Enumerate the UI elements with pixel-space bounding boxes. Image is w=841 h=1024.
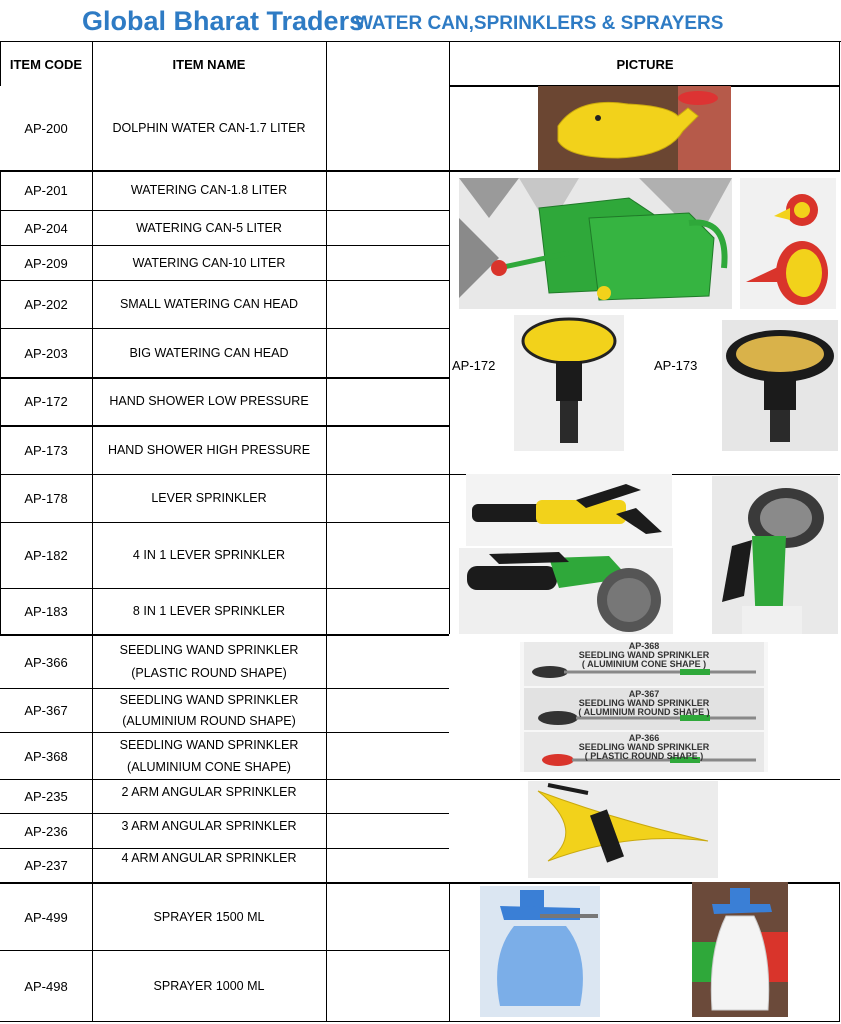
- eight-in-one-sprinkler-photo: [712, 476, 838, 634]
- four-in-one-sprinkler-photo: [459, 548, 673, 634]
- item-code: AP-203: [24, 345, 68, 361]
- watering-cans-photo: [459, 178, 732, 309]
- item-name: SMALL WATERING CAN HEAD: [119, 297, 299, 311]
- dolphin-can-photo: [538, 86, 731, 170]
- item-code: AP-202: [24, 297, 68, 312]
- catalog-subtitle: WATER CAN,SPRINKLERS & SPRAYERS: [355, 13, 724, 34]
- brand-title: Global Bharat Traders: [82, 6, 365, 36]
- item-code: AP-237: [24, 858, 68, 873]
- item-name-line: (ALUMINIUM ROUND SHAPE): [122, 713, 296, 728]
- item-code: AP-236: [24, 823, 68, 839]
- angular-sprinkler-photo: [528, 781, 718, 878]
- item-name: HAND SHOWER LOW PRESSURE: [109, 394, 309, 408]
- hand-shower-low-photo: [514, 315, 624, 451]
- item-code: AP-182: [24, 548, 68, 563]
- item-name: DOLPHIN WATER CAN-1.7 LITER: [112, 120, 306, 135]
- item-name: SPRAYER 1500 ML: [153, 909, 265, 924]
- wand-label: AP-368 SEEDLING WAND SPRINKLER ( ALUMINIUM CONE SHAPE ): [578, 642, 710, 669]
- wand-label: AP-367 SEEDLING WAND SPRINKLER ( ALUMINIUM ROUND SHAPE ): [578, 689, 710, 717]
- lever-sprinkler-photo: [466, 474, 672, 546]
- item-name: WATERING CAN-10 LITER: [132, 255, 286, 270]
- item-name: [92, 636, 326, 688]
- item-name: HAND SHOWER HIGH PRESSURE: [107, 442, 311, 457]
- can-heads-photo: [740, 178, 836, 309]
- item-code: AP-200: [24, 120, 68, 136]
- sprayer-1000-photo: [692, 882, 788, 1017]
- item-code: AP-172: [24, 394, 68, 409]
- col-header-picture: PICTURE: [616, 56, 674, 72]
- picture-label: AP-173: [654, 358, 698, 373]
- col-header-name: ITEM NAME: [172, 56, 246, 72]
- item-name: BIG WATERING CAN HEAD: [129, 345, 289, 360]
- item-code: AP-499: [24, 909, 68, 925]
- item-name-line: (PLASTIC ROUND SHAPE): [131, 666, 287, 680]
- item-name: [92, 733, 326, 779]
- page-header: [0, 0, 841, 42]
- wand-label: AP-366 SEEDLING WAND SPRINKLER ( PLASTIC ROUND SHAPE ): [578, 733, 710, 761]
- item-name: WATERING CAN-1.8 LITER: [130, 183, 288, 197]
- item-code: AP-178: [24, 491, 68, 506]
- item-name: WATERING CAN-5 LITER: [136, 220, 282, 235]
- item-name: 8 IN 1 LEVER SPRINKLER: [132, 604, 286, 618]
- item-code: AP-235: [24, 789, 68, 804]
- item-name: LEVER SPRINKLER: [151, 491, 267, 505]
- picture-label: AP-172: [452, 358, 496, 373]
- item-code: AP-368: [24, 748, 68, 764]
- item-code: AP-367: [24, 703, 68, 718]
- item-code: AP-204: [24, 220, 68, 236]
- hand-shower-high-photo: [722, 320, 838, 451]
- item-name: 4 ARM ANGULAR SPRINKLER: [121, 850, 297, 865]
- item-name-line: SEEDLING WAND SPRINKLER: [119, 692, 299, 707]
- item-code: AP-173: [24, 442, 68, 458]
- col-header-code: ITEM CODE: [9, 56, 83, 72]
- item-code: AP-209: [24, 255, 68, 271]
- item-code: AP-366: [24, 654, 68, 670]
- item-name-line: SEEDLING WAND SPRINKLER: [119, 738, 299, 752]
- sprayer-1500-photo: [480, 886, 600, 1017]
- item-name: SPRAYER 1000 ML: [153, 978, 265, 993]
- item-code: AP-201: [24, 183, 68, 198]
- seedling-wand-photo: [520, 642, 768, 772]
- item-code: AP-498: [24, 978, 68, 994]
- item-name: 3 ARM ANGULAR SPRINKLER: [121, 818, 297, 833]
- item-name: [92, 689, 326, 732]
- item-name-line: (ALUMINIUM CONE SHAPE): [127, 760, 291, 774]
- item-name: 2 ARM ANGULAR SPRINKLER: [121, 784, 297, 799]
- item-name-line: SEEDLING WAND SPRINKLER: [119, 643, 299, 657]
- item-code: AP-183: [24, 604, 68, 619]
- item-name: 4 IN 1 LEVER SPRINKLER: [132, 548, 286, 562]
